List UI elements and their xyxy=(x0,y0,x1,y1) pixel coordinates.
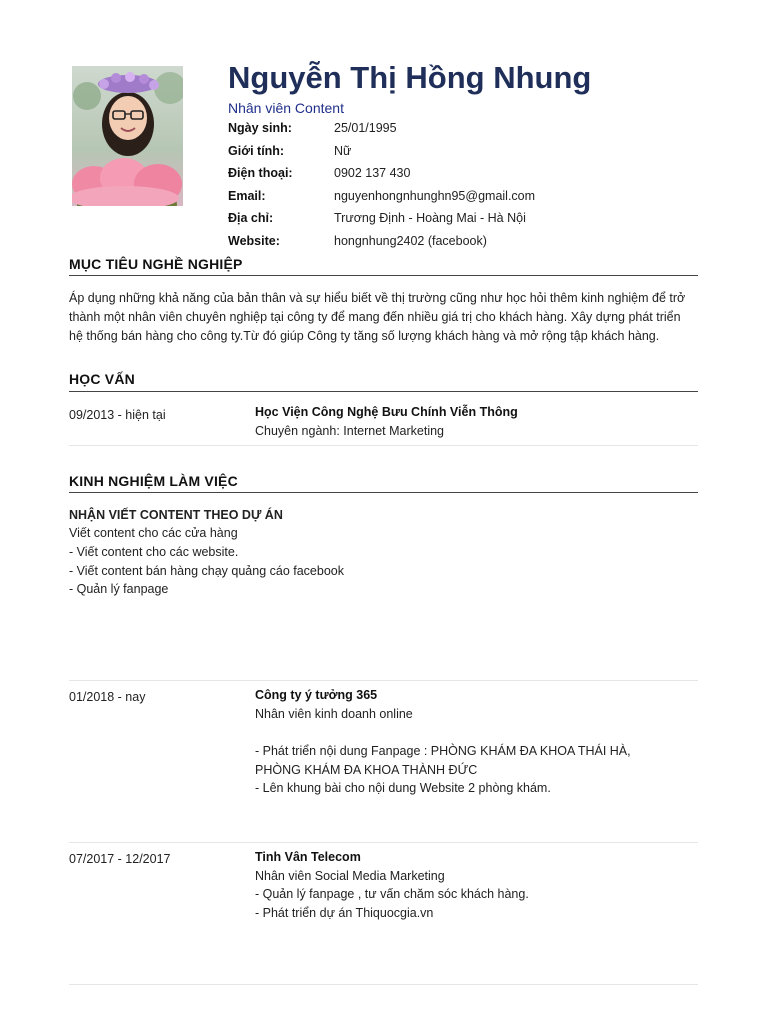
job-line: - Quản lý fanpage , tư vấn chăm sóc khách hàng. xyxy=(255,887,529,901)
experience-separator xyxy=(69,984,698,985)
major: Chuyên ngành: Internet Marketing xyxy=(255,424,445,438)
website-value[interactable]: hongnhung2402 (facebook) xyxy=(334,234,487,248)
experience-separator xyxy=(69,842,698,843)
job-date: 07/2017 - 12/2017 xyxy=(69,852,171,866)
objective-line: thành một nhân viên chuyên nghiệp tại công ty để mang đến nhiều giá trị cho khách hàng. Xây dựng phát triển xyxy=(69,310,681,324)
job-title: Nhân viên Content xyxy=(228,100,344,116)
job-line: - Phát triển nội dung Fanpage : PHÒNG KHÁM ĐA KHOA THÁI HÀ, xyxy=(255,744,631,758)
job-line: Nhân viên Social Media Marketing xyxy=(255,869,445,883)
phone-value: 0902 137 430 xyxy=(334,166,411,180)
education-date: 09/2013 - hiện tại xyxy=(69,408,166,422)
education-divider xyxy=(69,391,698,392)
freelance-line: - Viết content bán hàng chạy quảng cáo facebook xyxy=(69,564,344,578)
company-name: Tinh Vân Telecom xyxy=(255,850,361,864)
freelance-line: - Viết content cho các website. xyxy=(69,545,239,559)
objective-divider xyxy=(69,275,698,276)
job-date: 01/2018 - nay xyxy=(69,690,146,704)
gender-value: Nữ xyxy=(334,144,352,158)
freelance-heading: NHẬN VIẾT CONTENT THEO DỰ ÁN xyxy=(69,508,283,522)
profile-photo xyxy=(72,66,183,206)
experience-separator xyxy=(69,680,698,681)
job-line: - Phát triển dự án Thiquocgia.vn xyxy=(255,906,434,920)
objective-text xyxy=(69,289,701,346)
job-line: PHÒNG KHÁM ĐA KHOA THÀNH ĐỨC xyxy=(255,763,478,777)
freelance-line: - Quản lý fanpage xyxy=(69,582,169,596)
school-name: Học Viện Công Nghệ Bưu Chính Viễn Thông xyxy=(255,405,518,419)
phone-label: Điện thoại: xyxy=(228,166,293,180)
gender-label: Giới tính: xyxy=(228,144,285,158)
experience-heading: KINH NGHIỆM LÀM VIỆC xyxy=(69,473,238,489)
email-value[interactable]: nguyenhongnhunghn95@gmail.com xyxy=(334,189,536,203)
experience-divider xyxy=(69,492,698,493)
education-separator xyxy=(69,445,698,446)
education-heading: HỌC VẤN xyxy=(69,371,135,387)
freelance-line: Viết content cho các cửa hàng xyxy=(69,526,238,540)
job-line: Nhân viên kinh doanh online xyxy=(255,707,413,721)
company-name: Công ty ý tưởng 365 xyxy=(255,688,378,702)
address-label: Địa chỉ: xyxy=(228,211,274,225)
candidate-name: Nguyễn Thị Hồng Nhung xyxy=(228,60,592,95)
dob-value: 25/01/1995 xyxy=(334,121,397,135)
objective-line: hệ thống bán hàng cho công ty.Từ đó giúp Công ty tăng số lượng khách hàng và mở rộng tập khách hàng. xyxy=(69,329,660,343)
address-value: Trương Định - Hoàng Mai - Hà Nội xyxy=(334,211,526,225)
job-line: - Lên khung bài cho nội dung Website 2 phòng khám. xyxy=(255,781,551,795)
objective-heading: MỤC TIÊU NGHỀ NGHIỆP xyxy=(69,256,243,272)
email-label: Email: xyxy=(228,189,266,203)
dob-label: Ngày sinh: xyxy=(228,121,292,135)
website-label: Website: xyxy=(228,234,280,248)
objective-line: Áp dụng những khả năng của bản thân và sự hiểu biết về thị trường cũng như học hỏi thêm kinh nghiệm để trở xyxy=(69,291,686,305)
